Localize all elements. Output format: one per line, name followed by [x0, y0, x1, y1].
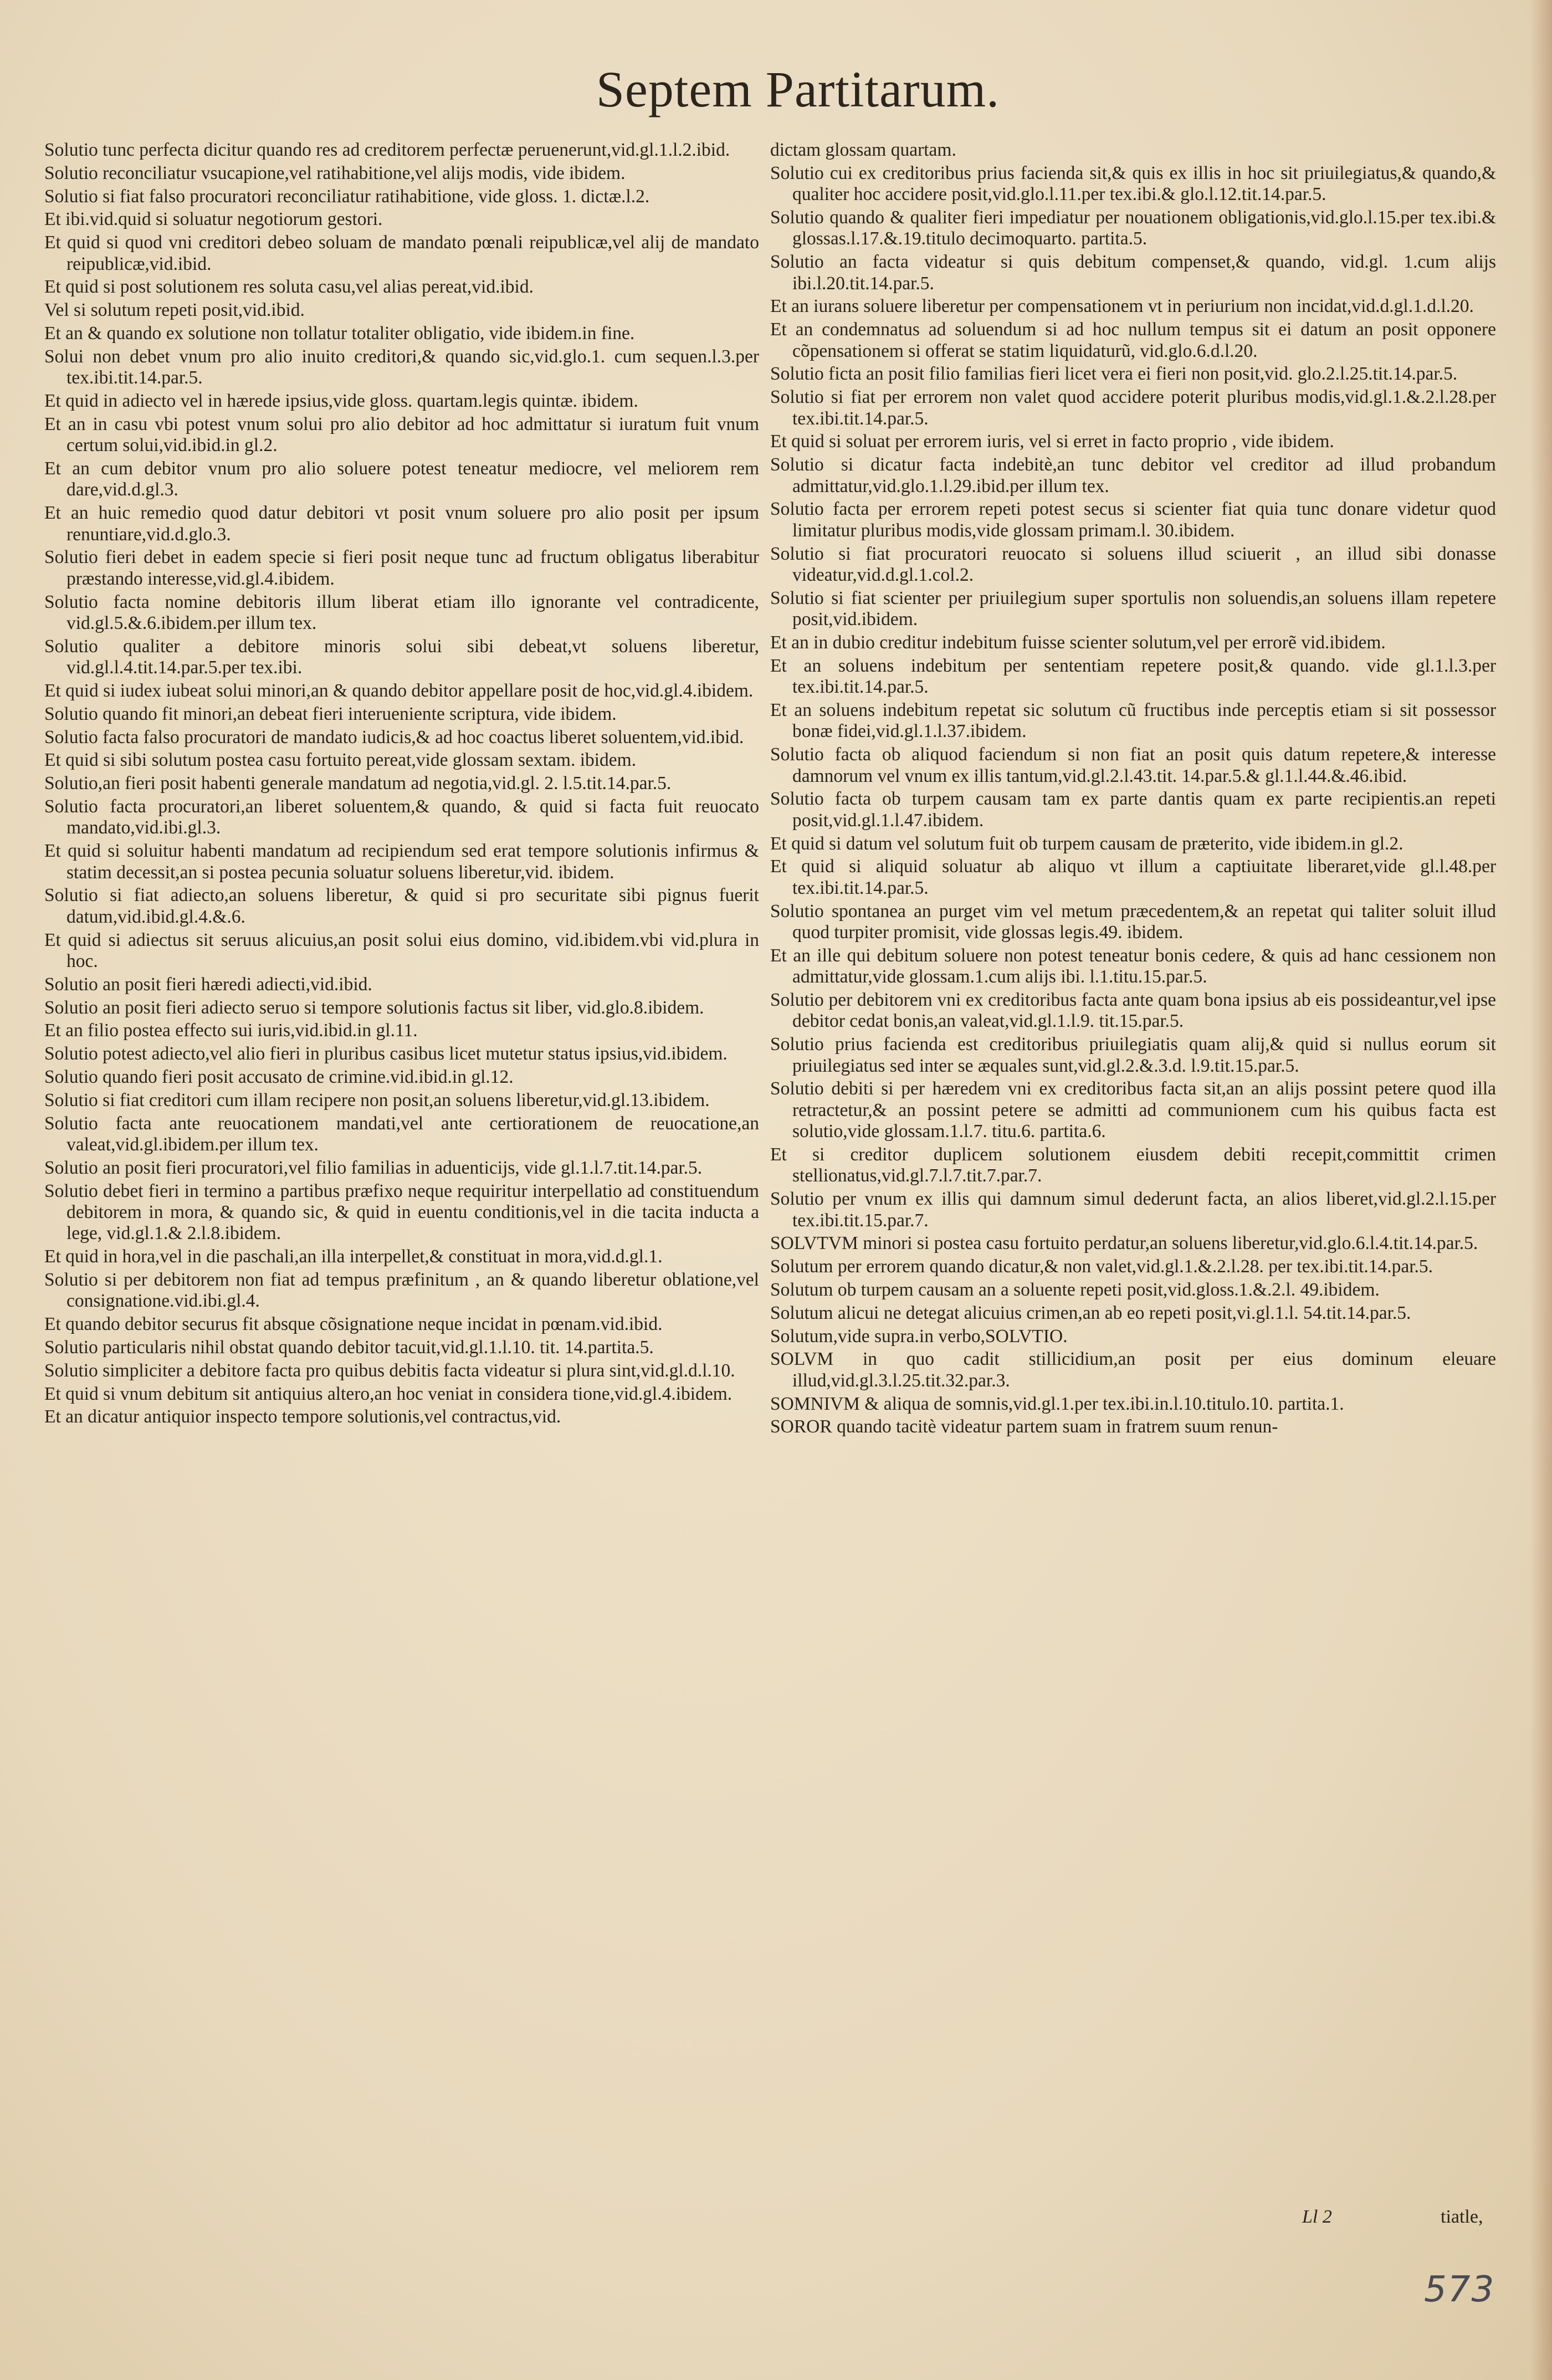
index-entry: Solutio an posit fieri adiecto seruo si tempore solutionis factus sit liber, vid.glo.8.ibidem. [44, 997, 704, 1018]
index-entry: SOMNIVM & aliqua de somnis,vid.gl.1.per tex.ibi.in.l.10.titulo.10. partita.1. [770, 1393, 1344, 1414]
index-entry: Solutio facta ob turpem causam tam ex parte dantis quam ex parte recipientis.an repeti posit,vid.gl.1.l.47.ibidem. [770, 789, 1496, 831]
index-entry: Solutio potest adiecto,vel alio fieri in pluribus casibus licet mutetur status ipsius,vid.ibidem. [44, 1043, 728, 1064]
index-entry: Solutio quando fieri posit accusato de crimine.vid.ibid.in gl.12. [44, 1066, 514, 1087]
index-entry: Et an in casu vbi potest vnum solui pro alio debitor ad hoc admittatur si iuratum fuit vnum certum solui,vid.ibid.in gl.2. [44, 413, 759, 456]
index-entry: Et quid si quod vni creditori debeo soluam de mandato pœnali reipublicæ,vel alij de mandato reipublicæ,vid.ibid. [44, 232, 759, 274]
index-entry: Solutio si fiat creditori cum illam recipere non posit,an soluens liberetur,vid.gl.13.ibidem. [44, 1089, 710, 1110]
index-entry: Et quid in adiecto vel in hærede ipsius,vide gloss. quartam.legis quintæ. ibidem. [44, 390, 638, 411]
index-entry: Solutio si fiat falso procuratori reconciliatur ratihabitione, vide gloss. 1. dictæ.l.2. [44, 186, 650, 207]
index-entry: SOLVM in quo cadit stillicidium,an posit per eius dominum eleuare illud,vid.gl.3.l.25.tit.32.par.3. [770, 1349, 1496, 1391]
index-entry: Et an in dubio creditur indebitum fuisse scienter solutum,vel per errorẽ vid.ibidem. [770, 632, 1386, 653]
index-entry: Solutio simpliciter a debitore facta pro quibus debitis facta videatur si plura sint,vid.gl.d.l.10. [44, 1360, 735, 1381]
index-entry: Et an condemnatus ad soluendum si ad hoc nullum tempus sit ei datum an posit opponere cõpensationem si offerat se statim liquidaturũ, vid.glo.6.d.l.20. [770, 319, 1496, 361]
index-entry: Solutio ficta an posit filio familias fieri licet vera ei fieri non posit,vid. glo.2.l.25.tit.14.par.5. [770, 364, 1458, 385]
signature-mark: Ll 2 [1302, 2207, 1332, 2227]
index-entry: Et quid si sibi solutum postea casu fortuito pereat,vide glossam sextam. ibidem. [44, 750, 637, 771]
index-entry: Solutio debiti si per hæredem vni ex creditoribus facta sit,an an alijs possint petere quod illa retractetur,& an possint petere se admitti ad communionem cum his quibus facta est solutio,vide glossam.1.l.7. titu.6. partita.6. [770, 1078, 1496, 1142]
index-entry: Solutio an posit fieri hæredi adiecti,vid.ibid. [44, 974, 372, 995]
index-entry: Solutio qualiter a debitore minoris solui sibi debeat,vt soluens liberetur, vid.gl.l.4.tit.14.par.5.per tex.ibi. [44, 636, 759, 678]
index-entry: Solutio particularis nihil obstat quando debitor tacuit,vid.gl.1.l.10. tit. 14.partita.5. [44, 1337, 654, 1358]
index-entry: Solutio an posit fieri procuratori,vel filio familias in aduenticijs, vide gl.1.l.7.tit.14.par.5. [44, 1157, 703, 1178]
index-entry: Solutio debet fieri in termino a partibus præfixo neque requiritur interpellatio ad constituendum debitorem in mora, & quando sic, & quid in euentu conditionis,vel in die tacita inducta a lege, vid.gl.1.& 2.l.8.ibidem. [44, 1180, 759, 1244]
index-entry: Et quid si vnum debitum sit antiquius altero,an hoc veniat in considera tione,vid.gl.4.ibidem. [44, 1383, 733, 1404]
catchword: tiatle, [1441, 2207, 1483, 2227]
index-entry: Et quid si datum vel solutum fuit ob turpem causam de præterito, vide ibidem.in gl.2. [770, 833, 1404, 854]
index-entry: Solutio facta falso procuratori de mandato iudicis,& ad hoc coactus liberet soluentem,vid.ibid. [44, 726, 744, 748]
index-entry: Et an huic remedio quod datur debitori vt posit vnum soluere pro alio posit per ipsum renuntiare,vid.d.glo.3. [44, 503, 759, 545]
running-head: Septem Partitarum. [596, 61, 1000, 117]
index-entry: Solutio tunc perfecta dicitur quando res ad creditorem perfectæ peruenerunt,vid.gl.1.l.2.ibid. [44, 140, 730, 160]
index-entry: Solutio cui ex creditoribus prius facienda sit,& quis ex illis in hoc sit priuilegiatus,& quando,& qualiter hoc accidere posit,vid.glo.l.11.per tex.ibi.& glo.l.12.tit.14.par.5. [770, 162, 1496, 205]
index-entry: Solutio spontanea an purget vim vel metum præcedentem,& an repetat qui taliter soluit illud quod turpiter promisit, vide glossas legis.49. ibidem. [770, 900, 1496, 943]
index-entry: Et an & quando ex solutione non tollatur totaliter obligatio, vide ibidem.in fine. [44, 323, 635, 344]
index-entry: Solutio per debitorem vni ex creditoribus facta ante quam bona ipsius ab eis possideantur,vel ipse debitor cedat bonis,an valeat,vid.gl.1.l.9. tit.15.par.5. [770, 990, 1496, 1032]
index-entry: Et quid si adiectus sit seruus alicuius,an posit solui eius domino, vid.ibidem.vbi vid.plura in hoc. [44, 929, 759, 971]
index-entry: Et quid si post solutionem res soluta casu,vel alias pereat,vid.ibid. [44, 277, 534, 298]
index-entry: Solutio si per debitorem non fiat ad tempus præfinitum , an & quando liberetur oblatione,vel consignatione.vid.ibi.gl.4. [44, 1269, 759, 1312]
index-entry: Et quid si iudex iubeat solui minori,an & quando debitor appellare posit de hoc,vid.gl.4.ibidem. [44, 680, 754, 701]
index-entry: SOLVTVM minori si postea casu fortuito perdatur,an soluens liberetur,vid.glo.6.l.4.tit.14.par.5. [770, 1233, 1478, 1254]
index-entry: Solutio reconciliatur vsucapione,vel ratihabitione,vel alijs modis, vide ibidem. [44, 162, 626, 183]
index-entry: Solutio an facta videatur si quis debitum compenset,& quando, vid.gl. 1.cum alijs ibi.l.20.tit.14.par.5. [770, 252, 1496, 294]
index-entry: Et an ille qui debitum soluere non potest teneatur bonis cedere, & quis ad hanc cessionem non admittatur,vide glossam.1.cum alijs ibi. l.1.titu.15.par.5. [770, 945, 1496, 987]
index-entry: Et quid in hora,vel in die paschali,an illa interpellet,& constituat in mora,vid.d.gl.1. [44, 1246, 663, 1267]
index-entry: Solutio si dicatur facta indebitè,an tunc debitor vel creditor ad illud probandum admittatur,vid.glo.1.l.29.ibid.per illum tex. [770, 454, 1496, 497]
index-entry: Et an soluens indebitum per sententiam repetere posit,& quando. vide gl.1.l.3.per tex.ibi.tit.14.par.5. [770, 655, 1496, 698]
index-entry: Vel si solutum repeti posit,vid.ibid. [44, 300, 305, 321]
index-entry: Et quid si soluitur habenti mandatum ad recipiendum sed erat tempore solutionis infirmus & statim decessit,an si postea pecunia soluatur soluens liberetur,vid. ibidem. [44, 841, 759, 883]
index-entry: Solutio facta nomine debitoris illum liberat etiam illo ignorante vel contradicente, vid.gl.5.&.6.ibidem.per illum tex. [44, 591, 759, 633]
index-entry: Solutio facta ante reuocationem mandati,vel ante certiorationem de reuocatione,an valeat,vid.gl.ibidem.per illum tex. [44, 1113, 759, 1155]
index-entry: Et an dicatur antiquior inspecto tempore solutionis,vel contractus,vid. [44, 1406, 561, 1427]
index-entry: Solutum ob turpem causam an a soluente repeti posit,vid.gloss.1.&.2.l. 49.ibidem. [770, 1279, 1380, 1301]
index-entry: Solutio si fiat adiecto,an soluens liberetur, & quid si pro securitate sibi pignus fuerit datum,vid.ibid.gl.4.&.6. [44, 885, 759, 927]
index-entry: Solutio prius facienda est creditoribus priuilegiatis quam alij,& quid si nullus eorum sit priuilegiatus sed inter se æquales sunt,vid.gl.2.&.3.d. l.9.tit.15.par.5. [770, 1034, 1496, 1076]
index-entry: Et an iurans soluere liberetur per compensationem vt in periurium non incidat,vid.d.gl.1.d.l.20. [770, 296, 1474, 317]
index-entry: Et an soluens indebitum repetat sic solutum cũ fructibus inde perceptis etiam si sit possessor bonæ fidei,vid.gl.1.l.37.ibidem. [770, 700, 1496, 742]
index-entry: Solui non debet vnum pro alio inuito creditori,& quando sic,vid.glo.1. cum sequen.l.3.per tex.ibi.tit.14.par.5. [44, 346, 759, 388]
index-entry: SOROR quando tacitè videatur partem suam in fratrem suum renun- [770, 1416, 1278, 1437]
index-entry: Solutio per vnum ex illis qui damnum simul dederunt facta, an alios liberet,vid.gl.2.l.15.per tex.ibi.tit.15.par.7. [770, 1189, 1496, 1231]
index-entry: Solutio facta ob aliquod faciendum si non fiat an posit quis datum repetere,& interesse damnorum vel vnum ex illis tantum,vid.gl.2.l.43.tit. 14.par.5.& gl.1.l.44.&.46.ibid. [770, 744, 1496, 786]
index-entry: dictam glossam quartam. [770, 140, 956, 160]
index-entry: Solutio quando fit minori,an debeat fieri interueniente scriptura, vide ibidem. [44, 703, 617, 724]
index-column-right [770, 140, 1496, 1440]
page-edge [1530, 0, 1552, 2380]
handwritten-folio-number: 573 [1424, 2269, 1495, 2310]
index-entry: Solutio quando & qualiter fieri impediatur per nouationem obligationis,vid.glo.l.15.per tex.ibi.& glossas.l.17.&.19.titulo decimoquarto. partita.5. [770, 207, 1496, 249]
index-entry: Solutio facta per errorem repeti potest secus si scienter fiat quia tunc donare videtur quod limitatur pluribus modis,vide glossam primam.l. 30.ibidem. [770, 499, 1496, 541]
index-entry: Et an cum debitor vnum pro alio soluere potest teneatur mediocre, vel meliorem rem dare,vid.d.gl.3. [44, 458, 759, 500]
index-entry: Et ibi.vid.quid si soluatur negotiorum gestori. [44, 209, 383, 230]
index-entry: Et quid si soluat per errorem iuris, vel si erret in facto proprio , vide ibidem. [770, 431, 1334, 452]
index-entry: Solutio fieri debet in eadem specie si fieri posit neque tunc ad fructum obligatus liberabitur præstando interesse,vid.gl.4.ibidem. [44, 547, 759, 589]
index-entry: Solutio si fiat scienter per priuilegium super sportulis non soluendis,an soluens illam repetere posit,vid.ibidem. [770, 587, 1496, 630]
index-entry: Solutio,an fieri posit habenti generale mandatum ad negotia,vid.gl. 2. l.5.tit.14.par.5. [44, 773, 672, 794]
index-entry: Et quid si aliquid soluatur ab aliquo vt illum a captiuitate liberaret,vide gl.l.48.per tex.ibi.tit.14.par.5. [770, 856, 1496, 898]
index-entry: Solutio facta procuratori,an liberet soluentem,& quando, & quid si facta fuit reuocato mandato,vid.ibi.gl.3. [44, 796, 759, 838]
index-entry: Solutum per errorem quando dicatur,& non valet,vid.gl.1.&.2.l.28. per tex.ibi.tit.14.par.5. [770, 1256, 1433, 1277]
index-entry: Solutum alicui ne detegat alicuius crimen,an ab eo repeti posit,vi.gl.1.l. 54.tit.14.par.5. [770, 1302, 1411, 1323]
index-entry: Solutio si fiat procuratori reuocato si soluens illud sciuerit , an illud sibi donasse videatur,vid.d.gl.1.col.2. [770, 543, 1496, 586]
index-entry: Solutio si fiat per errorem non valet quod accidere poterit pluribus modis,vid.gl.1.&.2.l.28.per tex.ibi.tit.14.par.5. [770, 387, 1496, 429]
index-entry: Et quando debitor securus fit absque cõsignatione neque incidat in pœnam.vid.ibid. [44, 1314, 663, 1335]
index-entry: Et an filio postea effecto sui iuris,vid.ibid.in gl.11. [44, 1020, 418, 1041]
index-column-left [44, 140, 759, 1430]
index-entry: Solutum,vide supra.in verbo,SOLVTIO. [770, 1325, 1068, 1347]
index-entry: Et si creditor duplicem solutionem eiusdem debiti recepit,committit crimen stellionatus,vid.gl.7.l.7.tit.7.par.7. [770, 1144, 1496, 1186]
